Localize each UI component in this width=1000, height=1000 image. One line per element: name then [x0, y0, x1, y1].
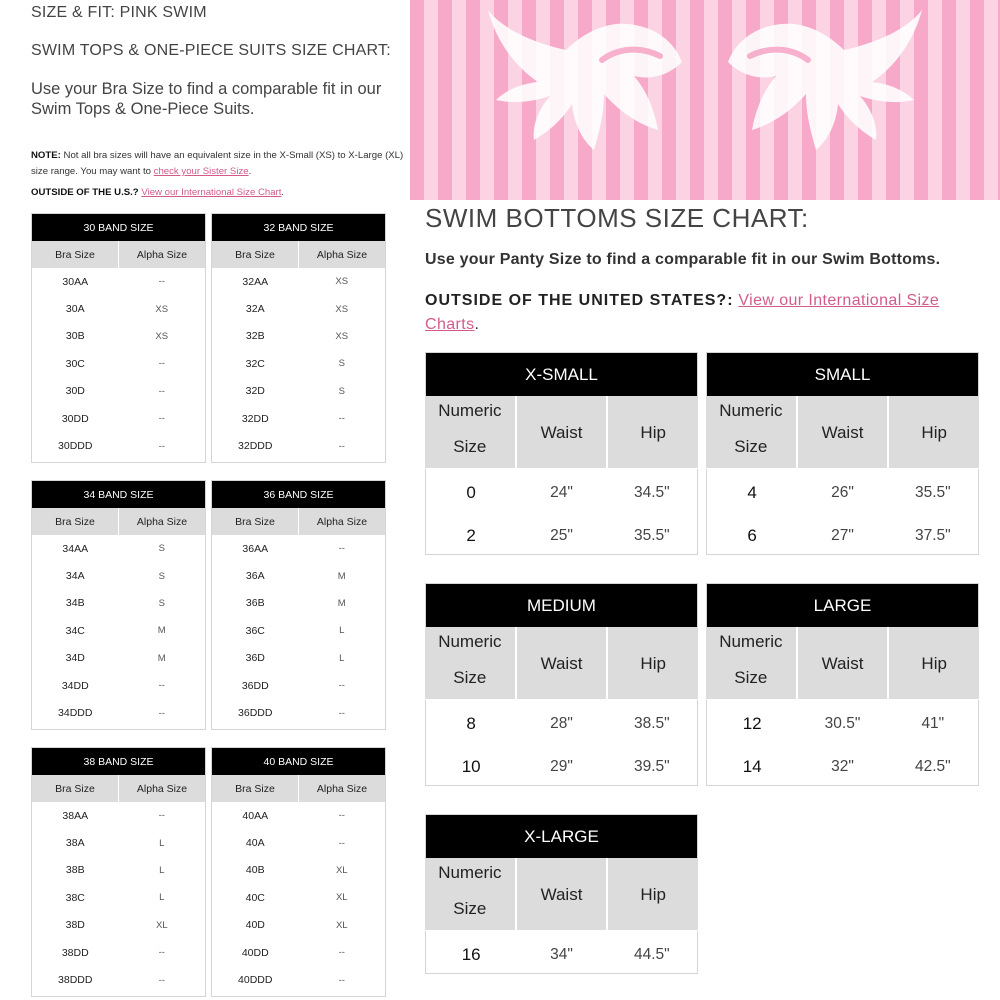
bra-size-cell: 38B	[65, 864, 85, 877]
alpha-size-cell: L	[339, 625, 345, 637]
column-header-row	[212, 775, 385, 802]
hip-column-header: Hip	[887, 396, 979, 468]
waist-column-header: Waist	[515, 627, 607, 699]
bra-size-cell: 34C	[65, 624, 85, 637]
table-row	[32, 699, 205, 726]
bra-size-cell: 40DD	[241, 946, 269, 959]
table-row	[32, 912, 205, 939]
numeric-size-cell: 14	[742, 756, 762, 776]
alpha-size-cell: --	[158, 810, 165, 822]
alpha-size-cell: M	[157, 652, 166, 664]
numeric-header-line2: Size	[453, 899, 487, 918]
table-row	[212, 268, 385, 295]
hip-cell: 34.5"	[633, 483, 670, 501]
table-row	[32, 432, 205, 459]
bra-size-cell: 38C	[65, 891, 85, 904]
table-body	[426, 700, 697, 788]
alpha-size-cell: XS	[155, 330, 169, 342]
bra-size-cell: 40A	[245, 837, 265, 850]
hip-cell: 38.5"	[633, 714, 670, 732]
bra-size-cell: 40C	[245, 891, 265, 904]
table-row	[426, 745, 697, 788]
table-row	[32, 405, 205, 432]
numeric-header-line1: Numeric	[719, 401, 783, 420]
alpha-size-cell: --	[158, 680, 165, 692]
bra-size-cell: 30B	[65, 330, 85, 343]
alpha-size-cell: --	[338, 440, 345, 452]
waist-cell: 30.5"	[824, 714, 861, 732]
bra-size-cell: 36D	[245, 652, 265, 665]
table-row	[212, 857, 385, 884]
angel-wings-icon	[410, 0, 1000, 200]
alpha-size-column-header: Alpha Size	[316, 515, 368, 528]
bra-size-cell: 34D	[65, 652, 85, 665]
hip-cell: 35.5"	[914, 483, 951, 501]
size-group-title: LARGE	[707, 584, 978, 627]
table-row	[212, 966, 385, 993]
bra-size-cell: 38DD	[61, 946, 89, 959]
numeric-size-cell: 16	[461, 944, 481, 964]
bra-size-cell: 30AA	[62, 275, 89, 288]
table-row	[32, 802, 205, 829]
table-row	[32, 672, 205, 699]
numeric-size-cell: 0	[466, 482, 476, 502]
alpha-size-cell: --	[158, 276, 165, 288]
bra-size-cell: 30DDD	[58, 440, 93, 453]
table-body	[707, 700, 978, 788]
table-row	[212, 323, 385, 350]
band-size-title: 40 BAND SIZE	[212, 748, 385, 775]
table-row	[32, 535, 205, 562]
numeric-size-cell: 6	[747, 525, 757, 545]
alpha-size-cell: XS	[155, 303, 169, 315]
outside-us-end: .	[281, 187, 285, 198]
note-label: NOTE:	[31, 150, 61, 161]
bra-size-cell: 36DD	[241, 679, 269, 692]
table-row	[212, 699, 385, 726]
alpha-size-cell: S	[338, 385, 345, 397]
numeric-size-column-header	[425, 396, 515, 468]
alpha-size-cell: M	[157, 625, 166, 637]
table-row	[212, 645, 385, 672]
hip-cell: 39.5"	[633, 757, 670, 775]
alpha-size-cell: L	[339, 652, 345, 664]
numeric-size-cell: 12	[742, 713, 762, 733]
table-row	[32, 884, 205, 911]
alpha-size-cell: L	[159, 837, 165, 849]
bra-size-cell: 30C	[65, 357, 85, 370]
table-body	[707, 469, 978, 557]
bra-size-cell: 32B	[245, 330, 265, 343]
bra-size-column-header: Bra Size	[32, 241, 119, 268]
bra-size-cell: 32DD	[241, 412, 269, 425]
bra-size-cell: 32AA	[242, 275, 269, 288]
table-row	[212, 590, 385, 617]
table-row	[212, 939, 385, 966]
column-header-row	[32, 775, 205, 802]
band-size-title: 36 BAND SIZE	[212, 481, 385, 508]
size-group-title: MEDIUM	[426, 584, 697, 627]
alpha-size-cell: --	[338, 543, 345, 555]
numeric-size-column-header	[706, 627, 796, 699]
column-header-row	[425, 627, 698, 700]
bottoms-table-small	[706, 352, 979, 555]
swim-bottoms-heading: SWIM BOTTOMS SIZE CHART:	[425, 203, 809, 233]
column-header-row	[425, 858, 698, 931]
hip-cell: 44.5"	[633, 945, 670, 963]
table-row	[212, 617, 385, 644]
alpha-size-column-header: Alpha Size	[136, 782, 188, 795]
bra-size-cell: 34DD	[61, 679, 89, 692]
table-row	[212, 829, 385, 856]
bra-size-cell: 38DDD	[58, 974, 93, 987]
alpha-size-cell: --	[158, 440, 165, 452]
bra-size-column-header: Bra Size	[32, 508, 119, 535]
outside-us-label: OUTSIDE OF THE U.S.?	[31, 187, 139, 198]
numeric-size-column-header	[425, 627, 515, 699]
alpha-size-cell: S	[158, 543, 165, 555]
outside-united-states-end: .	[474, 316, 480, 333]
size-group-title: X-LARGE	[426, 815, 697, 858]
waist-cell: 29"	[550, 757, 573, 775]
table-row	[212, 562, 385, 589]
bra-size-cell: 40AA	[242, 809, 269, 822]
alpha-size-cell: L	[159, 864, 165, 876]
waist-cell: 34"	[550, 945, 573, 963]
alpha-size-cell: --	[338, 974, 345, 986]
international-size-chart-link[interactable]: View our International Size Chart	[141, 187, 282, 198]
bra-size-cell: 32D	[245, 385, 265, 398]
numeric-header-line1: Numeric	[438, 863, 502, 882]
page-title: SIZE & FIT: PINK SWIM	[31, 4, 207, 21]
table-row	[212, 350, 385, 377]
numeric-size-cell: 2	[466, 525, 476, 545]
bra-size-cell: 36B	[245, 597, 265, 610]
table-row	[32, 350, 205, 377]
bra-size-cell: 36C	[245, 624, 265, 637]
table-row	[32, 966, 205, 993]
table-body	[426, 931, 697, 976]
numeric-header-line1: Numeric	[438, 632, 502, 651]
alpha-size-column-header: Alpha Size	[136, 248, 188, 261]
outside-united-states-line	[425, 289, 970, 337]
hip-cell: 37.5"	[914, 526, 951, 544]
alpha-size-cell: --	[338, 680, 345, 692]
waist-column-header: Waist	[796, 627, 888, 699]
table-body	[426, 469, 697, 557]
alpha-size-cell: --	[338, 707, 345, 719]
bra-size-cell: 30DD	[61, 412, 89, 425]
alpha-size-cell: --	[338, 810, 345, 822]
hip-column-header: Hip	[606, 396, 698, 468]
bra-size-cell: 34A	[65, 570, 85, 583]
waist-cell: 25"	[550, 526, 573, 544]
hip-column-header: Hip	[887, 627, 979, 699]
table-row	[426, 514, 697, 557]
alpha-size-cell: --	[158, 413, 165, 425]
column-header-row	[706, 396, 979, 469]
hip-cell: 41"	[921, 714, 945, 732]
table-row	[707, 471, 978, 514]
swim-tops-heading: SWIM TOPS & ONE-PIECE SUITS SIZE CHART:	[31, 42, 391, 59]
numeric-header-line2: Size	[453, 437, 487, 456]
table-row	[32, 857, 205, 884]
table-row	[32, 939, 205, 966]
alpha-size-cell: S	[338, 358, 345, 370]
sister-size-link[interactable]: check your Sister Size	[153, 166, 249, 177]
table-row	[32, 590, 205, 617]
swim-tops-description: Use your Bra Size to find a comparable fit in our Swim Tops & One-Piece Suits.	[31, 80, 382, 118]
numeric-header-line1: Numeric	[719, 632, 783, 651]
band-size-title: 30 BAND SIZE	[32, 214, 205, 241]
table-row	[32, 268, 205, 295]
alpha-size-cell: --	[158, 947, 165, 959]
waist-column-header: Waist	[796, 396, 888, 468]
alpha-size-cell: XS	[335, 330, 349, 342]
bra-table-40-band	[211, 747, 386, 997]
waist-cell: 26"	[831, 483, 854, 501]
numeric-header-line2: Size	[453, 668, 487, 687]
alpha-size-cell: --	[158, 385, 165, 397]
table-row	[212, 884, 385, 911]
table-row	[212, 912, 385, 939]
waist-column-header: Waist	[515, 858, 607, 930]
alpha-size-cell: XL	[155, 919, 168, 931]
alpha-size-column-header: Alpha Size	[316, 782, 368, 795]
bra-size-cell: 38AA	[62, 809, 89, 822]
table-row	[212, 432, 385, 459]
column-header-row	[212, 508, 385, 535]
bottoms-table-x-large	[425, 814, 698, 974]
table-row	[212, 405, 385, 432]
pink-stripe-banner	[410, 0, 1000, 200]
bra-size-cell: 34AA	[62, 542, 89, 555]
note-text: Not all bra sizes will have an equivalent size in the X-Small (XS) to X-Large (XL) size range. You may want to	[31, 150, 404, 177]
bra-size-column-header: Bra Size	[212, 775, 299, 802]
bottoms-table-large	[706, 583, 979, 786]
numeric-size-cell: 10	[461, 756, 481, 776]
alpha-size-cell: S	[158, 597, 165, 609]
outside-us-line	[31, 187, 284, 198]
alpha-size-cell: XS	[335, 276, 349, 288]
bra-size-cell: 34B	[65, 597, 85, 610]
alpha-size-cell: XS	[335, 303, 349, 315]
table-row	[212, 672, 385, 699]
size-group-title: SMALL	[707, 353, 978, 396]
alpha-size-cell: --	[338, 837, 345, 849]
bra-size-cell: 38D	[65, 919, 85, 932]
table-row	[212, 535, 385, 562]
table-row	[212, 295, 385, 322]
table-row	[707, 702, 978, 745]
bra-size-column-header: Bra Size	[32, 775, 119, 802]
column-header-row	[706, 627, 979, 700]
alpha-size-cell: --	[158, 358, 165, 370]
numeric-header-line2: Size	[734, 437, 768, 456]
table-row	[426, 933, 697, 976]
waist-cell: 24"	[550, 483, 573, 501]
note-end: .	[248, 166, 252, 177]
hip-cell: 35.5"	[633, 526, 670, 544]
table-row	[32, 645, 205, 672]
bra-size-cell: 32C	[245, 357, 265, 370]
column-header-row	[32, 241, 205, 268]
alpha-size-cell: XL	[335, 919, 348, 931]
table-row	[32, 617, 205, 644]
numeric-header-line2: Size	[734, 668, 768, 687]
bra-size-cell: 38A	[65, 837, 85, 850]
table-row	[212, 378, 385, 405]
table-row	[32, 829, 205, 856]
hip-column-header: Hip	[606, 858, 698, 930]
bra-size-cell: 40B	[245, 864, 265, 877]
waist-cell: 27"	[831, 526, 854, 544]
bra-size-cell: 36A	[245, 570, 265, 583]
numeric-size-column-header	[425, 858, 515, 930]
column-header-row	[212, 241, 385, 268]
alpha-size-cell: XL	[335, 892, 348, 904]
alpha-size-cell: --	[338, 947, 345, 959]
waist-cell: 28"	[550, 714, 573, 732]
table-row	[32, 295, 205, 322]
bra-size-cell: 30D	[65, 385, 85, 398]
outside-united-states-label: OUTSIDE OF THE UNITED STATES?:	[425, 292, 734, 309]
bra-table-36-band	[211, 480, 386, 730]
bra-table-32-band	[211, 213, 386, 463]
alpha-size-cell: S	[158, 570, 165, 582]
size-group-title: X-SMALL	[426, 353, 697, 396]
table-row	[707, 745, 978, 788]
band-size-title: 38 BAND SIZE	[32, 748, 205, 775]
bra-size-cell: 34DDD	[58, 707, 93, 720]
numeric-size-cell: 4	[747, 482, 757, 502]
bra-size-cell: 40D	[245, 919, 265, 932]
table-row	[707, 514, 978, 557]
band-size-title: 34 BAND SIZE	[32, 481, 205, 508]
international-size-charts-link[interactable]: View our International Size Charts	[425, 292, 940, 333]
band-size-title: 32 BAND SIZE	[212, 214, 385, 241]
bra-size-cell: 32A	[245, 303, 265, 316]
bra-table-30-band	[31, 213, 206, 463]
alpha-size-cell: XL	[335, 864, 348, 876]
alpha-size-column-header: Alpha Size	[136, 515, 188, 528]
table-row	[426, 702, 697, 745]
bra-size-cell: 32DDD	[238, 440, 273, 453]
size-note	[31, 148, 406, 180]
numeric-size-column-header	[706, 396, 796, 468]
swim-bottoms-description: Use your Panty Size to find a comparable fit in our Swim Bottoms.	[425, 251, 941, 268]
alpha-size-cell: M	[337, 597, 346, 609]
alpha-size-column-header: Alpha Size	[316, 248, 368, 261]
alpha-size-cell: M	[337, 570, 346, 582]
hip-column-header: Hip	[606, 627, 698, 699]
bottoms-table-x-small	[425, 352, 698, 555]
bra-table-38-band	[31, 747, 206, 997]
numeric-header-line1: Numeric	[438, 401, 502, 420]
bra-size-cell: 40DDD	[238, 974, 273, 987]
alpha-size-cell: L	[159, 892, 165, 904]
bottoms-table-medium	[425, 583, 698, 786]
table-row	[426, 471, 697, 514]
alpha-size-cell: --	[158, 974, 165, 986]
waist-column-header: Waist	[515, 396, 607, 468]
bra-size-column-header: Bra Size	[212, 508, 299, 535]
bra-size-cell: 36DDD	[238, 707, 273, 720]
numeric-size-cell: 8	[466, 713, 476, 733]
column-header-row	[32, 508, 205, 535]
bra-size-cell: 36AA	[242, 542, 269, 555]
table-row	[32, 562, 205, 589]
alpha-size-cell: --	[338, 413, 345, 425]
hip-cell: 42.5"	[914, 757, 951, 775]
waist-cell: 32"	[831, 757, 854, 775]
alpha-size-cell: --	[158, 707, 165, 719]
bra-size-cell: 30A	[65, 303, 85, 316]
table-row	[32, 378, 205, 405]
column-header-row	[425, 396, 698, 469]
table-row	[32, 323, 205, 350]
table-row	[212, 802, 385, 829]
bra-size-column-header: Bra Size	[212, 241, 299, 268]
bra-table-34-band	[31, 480, 206, 730]
